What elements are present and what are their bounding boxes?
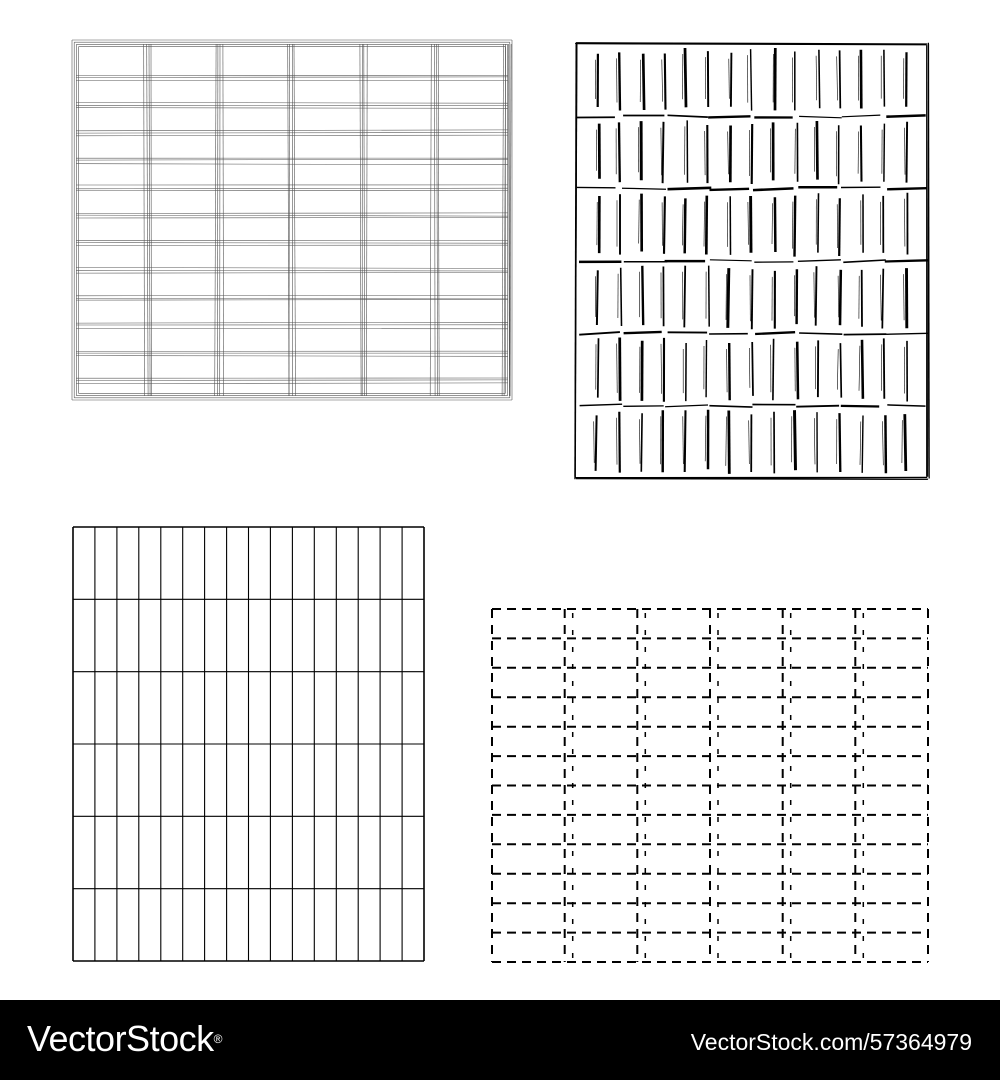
brush-vertical-stroke [838, 276, 839, 317]
brush-vertical-stroke [704, 202, 705, 247]
brush-horizontal-stroke [885, 260, 928, 261]
brush-horizontal-stroke [580, 404, 623, 405]
horizontal-line [76, 270, 508, 271]
vertical-line [509, 44, 510, 396]
brush-vertical-stroke [619, 412, 620, 473]
brush-vertical-stroke [819, 50, 820, 109]
horizontal-line [76, 135, 508, 136]
horizontal-line [76, 164, 508, 165]
brand-logo [27, 1017, 222, 1061]
brush-horizontal-stroke [665, 405, 708, 407]
brush-vertical-stroke [752, 342, 753, 396]
brush-vertical-stroke [752, 124, 753, 184]
brush-horizontal-stroke [841, 406, 879, 407]
brush-horizontal-stroke [799, 333, 842, 334]
brush-horizontal-stroke [710, 189, 750, 190]
brush-horizontal-stroke [753, 188, 794, 190]
brush-frame [929, 44, 930, 479]
brush-vertical-stroke [881, 344, 882, 390]
brush-vertical-stroke [752, 269, 753, 329]
vertical-line [289, 44, 290, 396]
brush-vertical-stroke [862, 416, 863, 473]
brush-vertical-stroke [885, 415, 886, 473]
watermark-footer [0, 1000, 1000, 1080]
horizontal-line [76, 213, 508, 214]
brush-vertical-stroke [685, 198, 686, 253]
brush-vertical-stroke [663, 122, 664, 183]
brush-vertical-stroke [661, 344, 662, 394]
brush-vertical-stroke [905, 414, 906, 471]
brush-vertical-stroke [729, 411, 730, 474]
clean-line-grid-panel [73, 527, 424, 961]
brush-vertical-stroke [683, 416, 684, 464]
brush-vertical-stroke [639, 200, 640, 244]
brush-vertical-stroke [706, 196, 707, 255]
brush-vertical-stroke [643, 54, 644, 110]
brush-vertical-stroke [595, 276, 596, 317]
brush-vertical-stroke [907, 122, 908, 183]
brush-horizontal-stroke [624, 332, 662, 333]
vertical-line [510, 44, 511, 396]
horizontal-line [76, 268, 508, 269]
brush-vertical-stroke [883, 421, 884, 465]
brush-horizontal-stroke [798, 260, 841, 262]
brush-vertical-stroke [840, 413, 841, 472]
horizontal-line [76, 383, 508, 384]
brush-vertical-stroke [751, 49, 752, 111]
brush-vertical-stroke [861, 126, 862, 182]
horizontal-line [76, 159, 508, 160]
brush-vertical-stroke [641, 413, 642, 471]
brush-vertical-stroke [729, 343, 730, 400]
brush-vertical-stroke [665, 54, 666, 110]
vertical-line [294, 44, 296, 396]
horizontal-line [76, 108, 508, 109]
brush-vertical-stroke [728, 268, 729, 328]
registered-mark: ® [213, 1032, 222, 1046]
brush-horizontal-stroke [796, 406, 839, 407]
brush-vertical-stroke [884, 338, 885, 398]
horizontal-line [76, 380, 508, 381]
brush-vertical-stroke [749, 420, 750, 464]
brush-horizontal-stroke [755, 332, 795, 334]
brush-vertical-stroke [859, 346, 860, 391]
brush-vertical-stroke [837, 56, 838, 100]
brush-vertical-stroke [729, 59, 730, 99]
vertical-line [223, 44, 224, 396]
horizontal-line [76, 130, 508, 131]
brush-vertical-stroke [749, 348, 750, 388]
brush-vertical-stroke [728, 132, 729, 175]
horizontal-line [76, 102, 508, 103]
brush-vertical-stroke [705, 416, 706, 462]
brush-vertical-stroke [727, 349, 728, 392]
vertical-line [367, 44, 368, 396]
brush-vertical-stroke [748, 202, 749, 245]
brush-vertical-stroke [881, 275, 882, 321]
brush-horizontal-stroke [886, 333, 928, 334]
brush-vertical-stroke [882, 269, 883, 329]
horizontal-line [76, 273, 508, 274]
vertical-line [437, 44, 438, 396]
brush-vertical-stroke [598, 338, 599, 397]
horizontal-line [76, 218, 508, 219]
brush-vertical-stroke [731, 53, 732, 107]
brush-vertical-stroke [640, 419, 641, 463]
brush-horizontal-stroke [843, 260, 886, 262]
brush-horizontal-stroke [708, 116, 750, 117]
brush-vertical-stroke [814, 272, 815, 317]
vertical-line [147, 44, 148, 396]
brush-horizontal-stroke [709, 406, 752, 407]
dashed-grid-panel [492, 609, 928, 962]
brush-vertical-stroke [772, 203, 773, 244]
brush-vertical-stroke [860, 422, 861, 465]
horizontal-line [76, 188, 508, 189]
brush-horizontal-stroke [887, 405, 925, 406]
horizontal-line [76, 77, 508, 78]
brush-vertical-stroke [904, 274, 905, 320]
brush-vertical-stroke [684, 266, 685, 328]
brush-vertical-stroke [596, 415, 597, 471]
brush-vertical-stroke [597, 270, 598, 325]
brush-vertical-stroke [685, 48, 686, 107]
brush-horizontal-stroke [842, 115, 881, 117]
brush-vertical-stroke [795, 410, 796, 470]
brush-vertical-stroke [818, 193, 819, 252]
brush-vertical-stroke [594, 421, 595, 463]
brush-vertical-stroke [795, 196, 796, 257]
image-reference: VectorStock.com/57364979 [690, 1029, 972, 1055]
brush-vertical-stroke [621, 268, 622, 326]
horizontal-line [76, 133, 508, 134]
brush-vertical-stroke [839, 198, 840, 256]
brush-horizontal-stroke [886, 115, 925, 116]
brush-vertical-stroke [884, 124, 885, 182]
brush-vertical-stroke [816, 266, 817, 325]
vertical-line [438, 44, 439, 396]
vertical-line [149, 44, 150, 396]
vertical-line [215, 44, 216, 396]
brush-horizontal-stroke [622, 188, 666, 189]
brush-vertical-stroke [617, 344, 618, 393]
brush-vertical-stroke [862, 340, 863, 399]
horizontal-line [76, 243, 508, 244]
brush-vertical-stroke [685, 410, 686, 472]
brush-vertical-stroke [840, 50, 841, 108]
brush-vertical-stroke [726, 417, 727, 466]
vertical-line [144, 44, 145, 396]
brush-vertical-stroke [792, 202, 793, 249]
brush-vertical-stroke [619, 52, 620, 110]
vertical-line [364, 44, 365, 396]
vertical-line [430, 44, 431, 396]
brush-stroke-grid-panel [575, 43, 930, 480]
brush-vertical-stroke [662, 60, 663, 102]
brush-horizontal-stroke [579, 332, 620, 335]
horizontal-line [76, 322, 508, 323]
brush-vertical-stroke [709, 266, 710, 327]
horizontal-line [76, 215, 508, 216]
brush-vertical-stroke [884, 50, 885, 107]
brush-vertical-stroke [664, 196, 665, 253]
vertical-line [360, 44, 361, 396]
brush-horizontal-stroke [668, 188, 712, 189]
brush-horizontal-stroke [710, 260, 752, 261]
brush-horizontal-stroke [844, 334, 887, 335]
horizontal-line [76, 300, 508, 301]
brush-vertical-stroke [816, 56, 817, 101]
brush-vertical-stroke [619, 122, 620, 182]
brush-vertical-stroke [840, 270, 841, 325]
brush-horizontal-stroke [668, 115, 708, 117]
brush-vertical-stroke [775, 197, 776, 252]
brush-vertical-stroke [817, 121, 818, 180]
vertical-line [502, 44, 503, 396]
brush-vertical-stroke [682, 204, 683, 245]
brush-vertical-stroke [840, 343, 841, 398]
brush-vertical-stroke [814, 418, 815, 464]
brush-vertical-stroke [797, 342, 798, 400]
brand-name: VectorStock [27, 1018, 214, 1059]
brush-horizontal-stroke [887, 188, 927, 189]
brush-vertical-stroke [661, 128, 662, 175]
brush-vertical-stroke [837, 349, 838, 390]
vertical-line [435, 44, 436, 396]
thin-multiline-grid-panel [72, 40, 512, 400]
brush-vertical-stroke [773, 339, 774, 400]
brush-horizontal-stroke [799, 116, 842, 117]
horizontal-line [76, 356, 508, 357]
brush-vertical-stroke [642, 266, 643, 325]
